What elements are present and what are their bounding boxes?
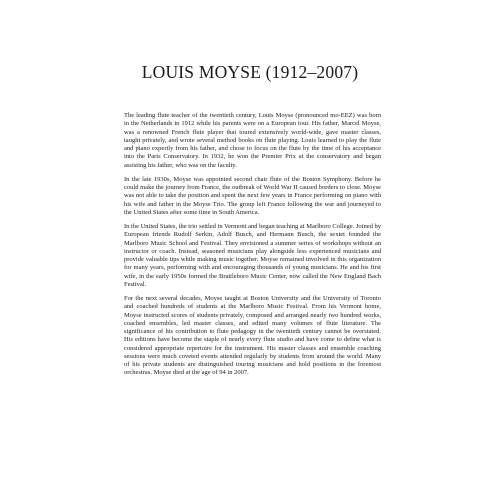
- paragraph-1: The leading flute teacher of the twentieth century, Louis Moyse (pronounced mo-EEZ) was born in the Netherlands in 1912 while his parents were on a European tour. His father, Marcel Moyse, was a renowned French flute player that toured extensively world-wide, gave master classes, taught privately, and wrote several method books on flute playing. Louis learned to play the flute and piano expertly from his father, and chose to focus on the flute by the time of his acceptance into the Paris Conservatory. In 1932, he won the Premier Prix at the conservatory and began assisting his father, who was on the faculty.: [124, 112, 381, 169]
- body-text: [124, 112, 381, 384]
- paragraph-2: In the late 1930s, Moyse was appointed second chair flute of the Boston Symphony. Before he could make the journey from France, the outbreak of World War II caused borders to close. Moyse was not able to take the position and spent the next few years in France performing on piano with his wife and father in the Moyse Trio. The group left France following the war and journeyed to the United States after some time in South America.: [124, 175, 381, 216]
- paragraph-3: In the United States, the trio settled in Vermont and began teaching at Marlboro College. Joined by European friends Rudolf Serkin, Adolf Busch, and Hermann Busch, the sextet founded the Marlboro Music School and Festival. They envisioned a summer series of workshops without an instructor or coach. Instead, seasoned musicians play alongside less experienced musicians and provide valuable tips while making music together. Moyse remained involved in this organization for many years, performing with and encouraging thousands of young musicians. He and his first wife, in the early 1950s formed the Brattleboro Music Center, now called the New England Bach Festival.: [124, 223, 381, 288]
- paragraph-4: For the next several decades, Moyse taught at Boston University and the University of Toronto and coached hundreds of students at the Marlboro Music Festival. From his Vermont home, Moyse instructed scores of students privately, composed and arranged nearly two hundred works, coached ensembles, led master classes, and edited many volumes of flute literature. The significance of his contribution to flute pedagogy in the twentieth century cannot be overstated. His editions have become the staple of nearly every flute studio and have come to define what is considered appropriate repertoire for the instrument. His master classes and ensemble coaching sessions were much coveted events attended regularly by students from around the world. Many of his private students are distinguished touring musicians and hold positions in the foremost orchestras. Moyse died at the age of 94 in 2007.: [124, 295, 381, 377]
- page-title: LOUIS MOYSE (1912–2007): [141, 62, 359, 82]
